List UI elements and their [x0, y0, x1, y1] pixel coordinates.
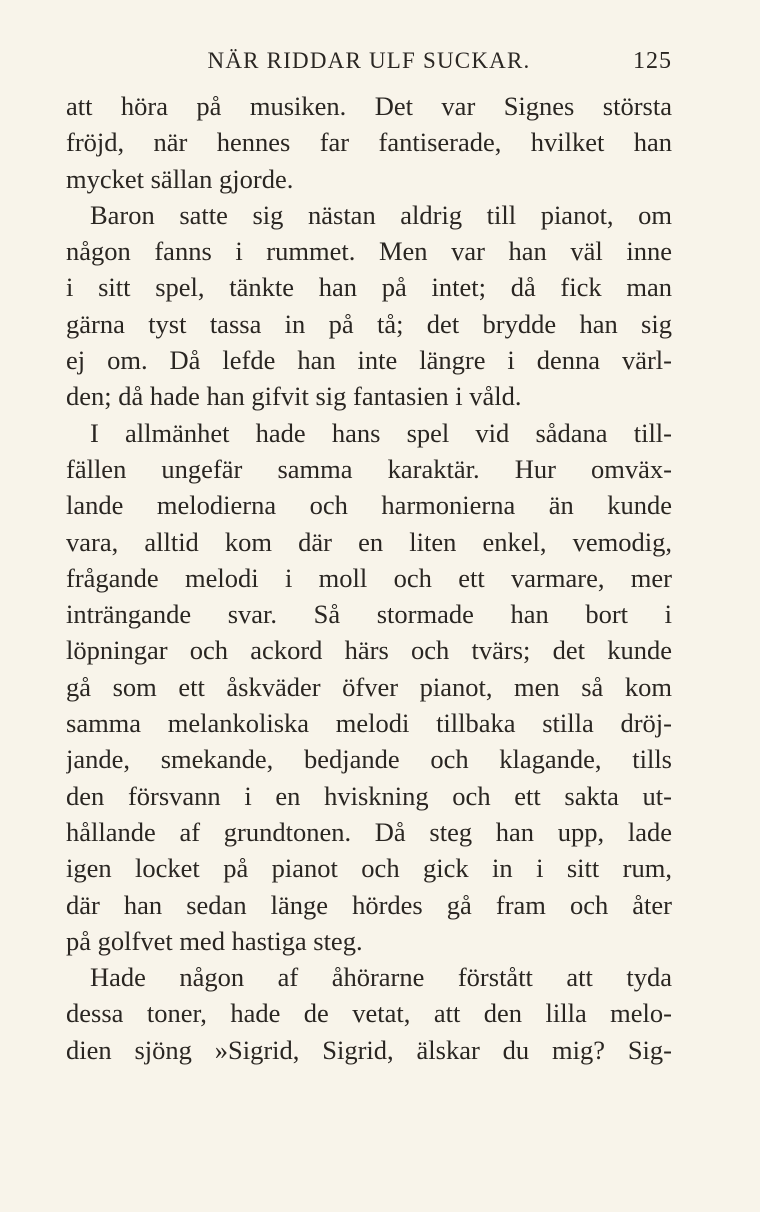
- text-line: Baron satte sig nästan aldrig till pianot, om: [90, 199, 672, 230]
- text-line: inträngande svar. Så stormade han bort i: [66, 599, 672, 630]
- text-line: hållande af grundtonen. Då steg han upp, lade: [66, 816, 672, 847]
- running-title: NÄR RIDDAR ULF SUCKAR.: [207, 48, 531, 73]
- text-line: där han sedan länge hördes gå fram och åter: [66, 889, 672, 920]
- text-line: gärna tyst tassa in på tå; det brydde han sig: [66, 308, 672, 339]
- text-line: I allmänhet hade hans spel vid sådana till-: [90, 417, 672, 448]
- text-line: samma melankoliska melodi tillbaka stilla dröj-: [66, 708, 672, 739]
- text-line: Hade någon af åhörarne förstått att tyda: [90, 962, 672, 993]
- text-line: någon fanns i rummet. Men var han väl inne: [66, 236, 672, 267]
- text-line: den försvann i en hviskning och ett sakta ut-: [66, 780, 672, 811]
- text-line: löpningar och ackord härs och tvärs; det kunde: [66, 635, 672, 666]
- text-line: ej om. Då lefde han inte längre i denna värl-: [66, 345, 672, 376]
- text-line: i sitt spel, tänkte han på intet; då fick man: [66, 272, 672, 303]
- text-line: mycket sällan gjorde.: [66, 163, 294, 194]
- text-line: att höra på musiken. Det var Signes största: [66, 91, 672, 121]
- text-line: frågande melodi i moll och ett varmare, mer: [66, 562, 672, 593]
- text-line: jande, smekande, bedjande och klagande, tills: [66, 744, 672, 775]
- text-line: dessa toner, hade de vetat, att den lilla melo-: [66, 998, 672, 1029]
- body-text: [66, 88, 672, 1068]
- text-line: igen locket på pianot och gick in i sitt rum,: [66, 853, 672, 884]
- text-line: fällen ungefär samma karaktär. Hur omväx-: [66, 453, 672, 484]
- text-line: den; då hade han gifvit sig fantasien i våld.: [66, 381, 522, 412]
- running-head: [66, 44, 672, 78]
- text-line: vara, alltid kom där en liten enkel, vemodig,: [66, 526, 672, 557]
- text-line: lande melodierna och harmonierna än kunde: [66, 490, 672, 521]
- text-line: fröjd, när hennes far fantiserade, hvilket han: [66, 127, 672, 158]
- page-number: 125: [633, 48, 672, 74]
- text-line: på golfvet med hastiga steg.: [66, 925, 363, 956]
- text-line: dien sjöng »Sigrid, Sigrid, älskar du mig? Sig-: [66, 1034, 672, 1065]
- text-line: gå som ett åskväder öfver pianot, men så kom: [66, 671, 672, 702]
